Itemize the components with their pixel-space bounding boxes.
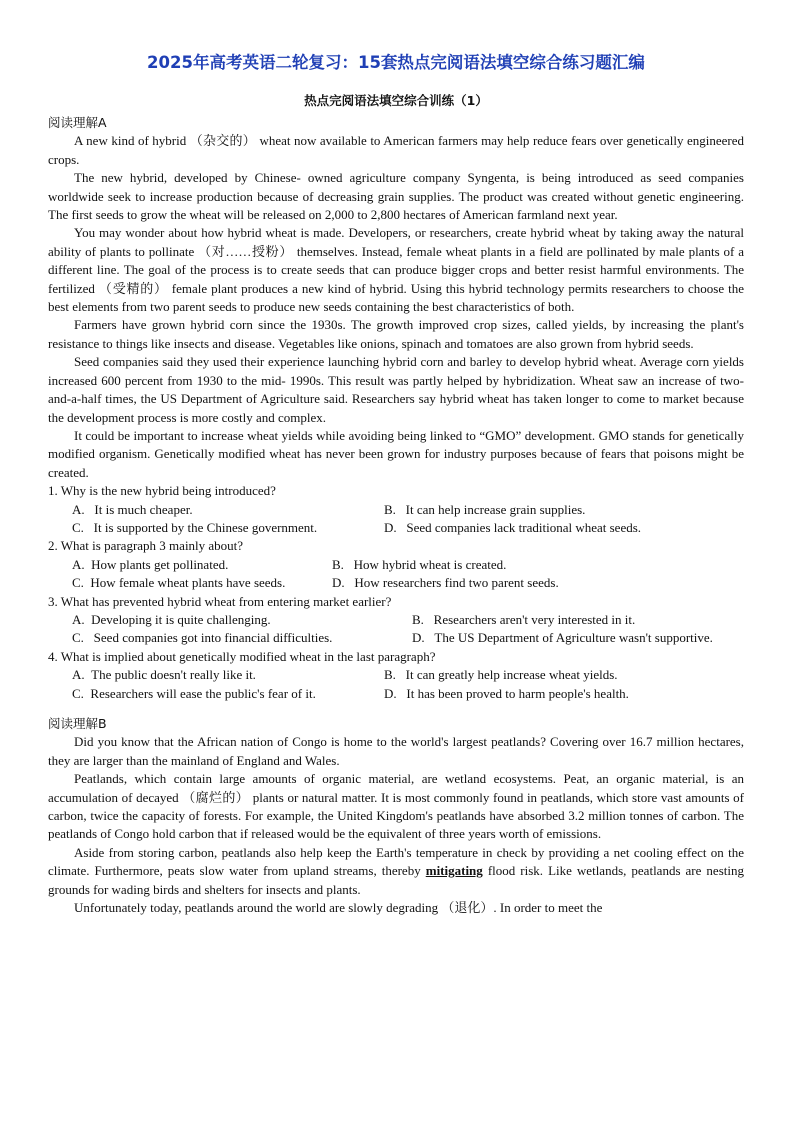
exercise-subtitle: 热点完阅语法填空综合训练（1）	[304, 93, 488, 108]
section-a-paragraph-2: The new hybrid, developed by Chinese- owned agriculture company Syngenta, is being introduced as seed companies worldwide seek to increase production because of decreasing grain supplies. The product was created without genetic engineering. The first seeds to grow the wheat will be released on 2,000 to 2,800 hectares of American farmland next year.	[48, 170, 744, 223]
question-2: 2. What is paragraph 3 mainly about?	[48, 538, 244, 554]
question-1: 1. Why is the new hybrid being introduced?	[48, 483, 276, 499]
question-1-option-d: D. Seed companies lack traditional wheat seeds.	[384, 519, 642, 535]
question-3-option-b: B. Researchers aren't very interested in it.	[412, 611, 636, 627]
question-2-option-a: A. How plants get pollinated.	[72, 556, 229, 572]
question-4-option-b: B. It can greatly help increase wheat yields.	[384, 667, 618, 683]
question-2-option-b: B. How hybrid wheat is created.	[332, 556, 507, 572]
section-b-paragraph-3	[48, 844, 744, 899]
question-2-option-d: D. How researchers find two parent seeds.	[332, 575, 559, 591]
document-page	[48, 52, 744, 917]
question-1-option-a: A. It is much cheaper.	[72, 501, 193, 517]
question-4-options	[72, 666, 744, 703]
question-1-option-b: B. It can help increase grain supplies.	[384, 501, 586, 517]
section-b-heading: 阅读理解B	[48, 716, 107, 731]
section-a-paragraph-4: Farmers have grown hybrid corn since the 1930s. The growth improved crop sizes, called yields, by increasing the plant's resistance to things like insects and disease. Vegetables like onions, spinach and tomatoes are also grown from hybrid seeds.	[48, 317, 744, 351]
question-2-option-c: C. How female wheat plants have seeds.	[72, 575, 286, 591]
section-a-paragraph-5: Seed companies said they used their experience launching hybrid corn and barley to develop hybrid wheat. Average corn yields increased 600 percent from 1930 to the mid- 1990s. This result was partly helped by hybridization. Wheat saw an increase of two- and-a-half times, the US Department of Agriculture said. Researchers say hybrid wheat has taken longer to come to market because the development process is more costly and complex.	[48, 354, 744, 425]
question-3-option-a: A. Developing it is quite challenging.	[72, 611, 271, 627]
underlined-word: mitigating	[425, 863, 483, 879]
document-title: 2025年高考英语二轮复习：15套热点完阅语法填空综合练习题汇编	[147, 53, 645, 72]
question-1-option-c: C. It is supported by the Chinese government.	[72, 519, 318, 535]
section-b-paragraph-4: Unfortunately today, peatlands around the world are slowly degrading （退化）. In order to meet the	[74, 900, 603, 916]
section-a-heading: 阅读理解A	[48, 115, 107, 130]
question-3-option-c: C. Seed companies got into financial difficulties.	[72, 630, 333, 646]
question-3-options	[72, 611, 744, 648]
question-4-option-c: C. Researchers will ease the public's fear of it.	[72, 685, 316, 701]
question-1-options	[72, 501, 744, 538]
question-2-options	[72, 556, 744, 593]
section-a-paragraph-6: It could be important to increase wheat yields while avoiding being linked to “GMO” development. GMO stands for genetically modified organism. Genetically modified wheat has never been grown for industry purposes because of fears that poisons might be created.	[48, 427, 744, 480]
section-b-paragraph-1: Did you know that the African nation of Congo is home to the world's largest peatlands? Covering over 16.7 million hectares, they are larger than the mainland of England and Wales.	[48, 734, 744, 768]
question-3-option-d: D. The US Department of Agriculture wasn't supportive.	[412, 630, 713, 646]
question-4-option-d: D. It has been proved to harm people's health.	[384, 685, 629, 701]
question-4: 4. What is implied about genetically modified wheat in the last paragraph?	[48, 648, 436, 664]
paragraph-3-text-after: flood risk. Like wetlands, peatlands are nesting grounds for wading birds and shelters for insects and plants.	[48, 863, 744, 897]
section-a-paragraph-1: A new kind of hybrid （杂交的） wheat now available to American farmers may help reduce fears over genetically engineered crops.	[48, 133, 744, 167]
question-4-option-a: A. The public doesn't really like it.	[72, 667, 256, 683]
section-a-paragraph-3: You may wonder about how hybrid wheat is made. Developers, or researchers, create hybrid wheat by taking away the natural ability of plants to pollinate （对……授粉） themselves. Instead, female wheat plants in a field are pollinated by male plants of a different line. The goal of the process is to create seeds that can produce bigger crops and better resist harmful environments. The fertilized （受精的） female plant produces a new kind of hybrid. Using this hybrid technology permits researchers to choose the best elements from two parent seeds to produce new seeds containing the best characteristics of both.	[48, 225, 744, 315]
paragraph-3-text-before: Aside from storing carbon, peatlands also help keep the Earth's temperature in check by providing a net cooling effect on the climate. Furthermore, peats slow water from upland streams, thereby	[48, 844, 744, 879]
question-3: 3. What has prevented hybrid wheat from entering market earlier?	[48, 593, 392, 609]
section-b-paragraph-2: Peatlands, which contain large amounts of organic material, are wetland ecosystems. Peat, an organic material, is an accumulation of decayed （腐烂的） plants or natural matter. It is most commonly found in peatlands, which store vast amounts of carbon, twice the capacity of forests. For example, the United Kingdom's peatlands have absorbed 3.2 million tonnes of carbon. The peatlands of Congo hold carbon that if released would be the equivalent of three years worth of emissions.	[48, 771, 744, 842]
